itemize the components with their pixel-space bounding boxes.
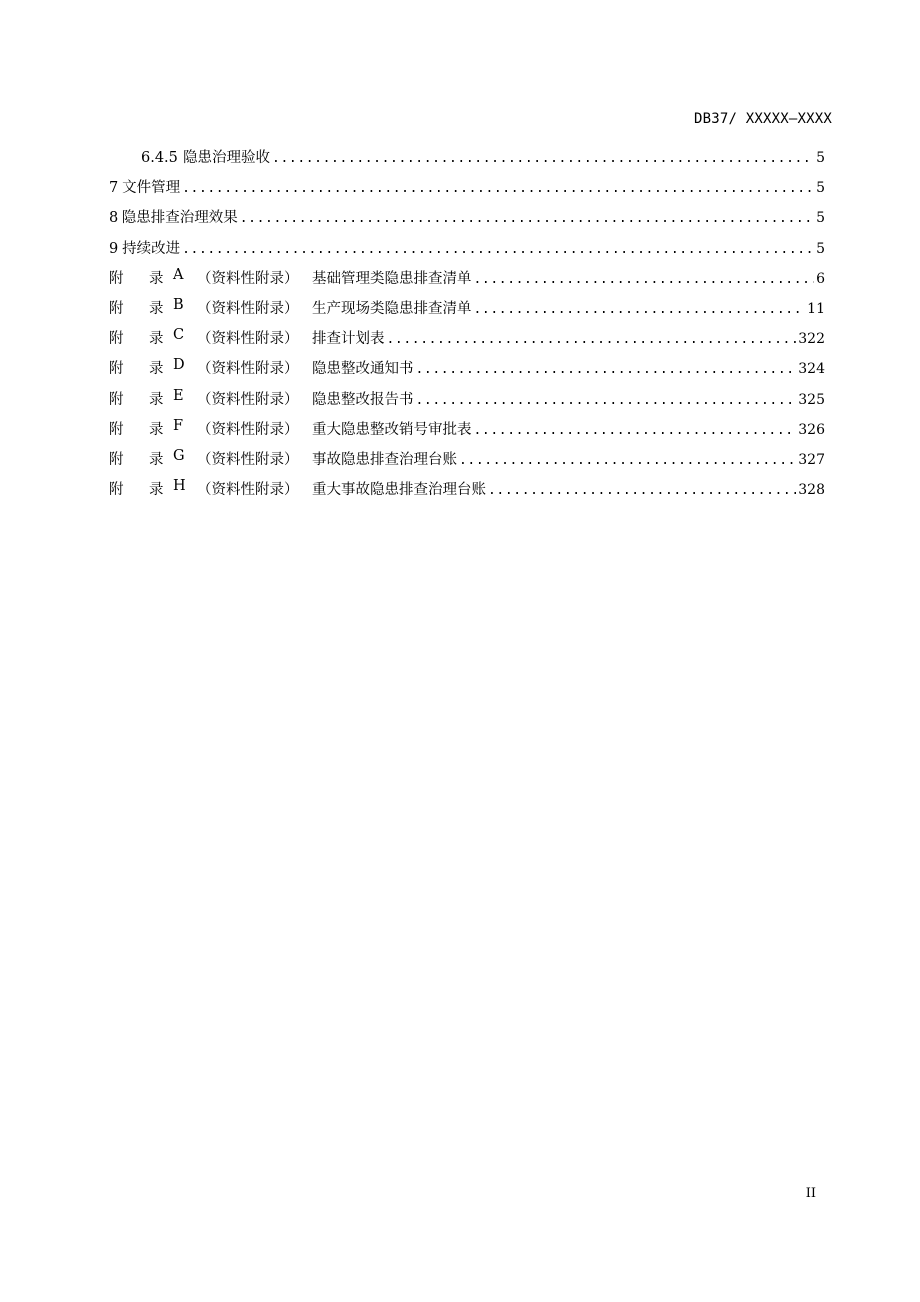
appendix-letter: G [173, 447, 185, 464]
appendix-letter: D [173, 357, 185, 374]
document-code-header: DB37/ XXXXX—XXXX [693, 111, 832, 127]
toc-appendix-a[interactable] [109, 267, 825, 297]
toc-leader-dots [387, 332, 797, 347]
appendix-label-char-2: 录 [149, 482, 164, 499]
appendix-kind: （资料性附录） [197, 270, 299, 287]
toc-page-number: 5 [816, 210, 825, 227]
toc-entry-9[interactable] [109, 237, 825, 267]
toc-leader-dots [416, 393, 797, 408]
toc-entry-title: 事故隐患排查治理台账 [312, 451, 457, 468]
appendix-label-char-2: 录 [149, 300, 164, 317]
toc-appendix-h[interactable] [109, 478, 825, 508]
toc-leader-dots [240, 211, 814, 226]
toc-page-number: 322 [798, 331, 825, 348]
appendix-letter: F [173, 417, 184, 434]
toc-page-number: 326 [798, 421, 825, 438]
toc-page-number: 324 [798, 361, 825, 378]
appendix-label-char-2: 录 [149, 361, 164, 378]
toc-appendix-d[interactable] [109, 357, 825, 387]
toc-page-number: 325 [798, 391, 825, 408]
toc-entry-title: 基础管理类隐患排查清单 [312, 270, 472, 287]
appendix-label-char-2: 录 [149, 421, 164, 438]
toc-entry-title: 隐患整改通知书 [312, 361, 414, 378]
appendix-letter: B [173, 296, 184, 313]
toc-leader-dots [488, 483, 796, 498]
toc-entry-title: 持续改进 [122, 240, 181, 257]
toc-page-number: 11 [807, 300, 825, 317]
toc-section-number: 6.4.5 [141, 150, 178, 166]
toc-entry-title: 隐患治理验收 [183, 150, 271, 166]
toc-entry-title: 重大隐患整改销号审批表 [312, 421, 472, 438]
appendix-label-char-2: 录 [149, 270, 164, 287]
toc-leader-dots [416, 362, 797, 377]
toc-section-number: 9 [109, 240, 119, 257]
appendix-kind: （资料性附录） [197, 331, 299, 348]
toc-appendix-b[interactable] [109, 297, 825, 327]
toc-entry-title: 隐患排查治理效果 [121, 210, 238, 227]
table-of-contents [109, 146, 825, 508]
appendix-label-char-1: 附 [109, 451, 124, 468]
toc-entry-8[interactable] [109, 206, 825, 236]
appendix-letter: E [173, 387, 184, 404]
appendix-label-char-2: 录 [149, 451, 164, 468]
toc-leader-dots [474, 423, 797, 438]
toc-appendix-f[interactable] [109, 418, 825, 448]
appendix-kind: （资料性附录） [197, 451, 299, 468]
toc-entry-7[interactable] [109, 176, 825, 206]
toc-leader-dots [182, 242, 814, 257]
appendix-label-char-1: 附 [109, 331, 124, 348]
toc-leader-dots [459, 453, 796, 468]
toc-entry-title: 文件管理 [122, 180, 181, 197]
appendix-letter: A [173, 266, 184, 283]
appendix-kind: （资料性附录） [197, 482, 299, 499]
appendix-label-char-1: 附 [109, 421, 124, 438]
toc-page-number: 5 [816, 180, 825, 197]
appendix-label-char-1: 附 [109, 391, 124, 408]
toc-entry-title: 隐患整改报告书 [312, 391, 414, 408]
page-number-footer: II [805, 1186, 816, 1201]
toc-page-number: 5 [816, 240, 825, 257]
toc-page-number: 5 [816, 150, 825, 166]
appendix-letter: C [173, 327, 185, 344]
toc-leader-dots [272, 151, 814, 166]
toc-entry-6-4-5[interactable] [109, 146, 825, 176]
toc-appendix-e[interactable] [109, 388, 825, 418]
toc-page-number: 328 [798, 482, 825, 499]
appendix-kind: （资料性附录） [197, 300, 299, 317]
appendix-kind: （资料性附录） [197, 361, 299, 378]
appendix-kind: （资料性附录） [197, 421, 299, 438]
toc-leader-dots [474, 272, 815, 287]
toc-page-number: 327 [798, 451, 825, 468]
appendix-label-char-1: 附 [109, 482, 124, 499]
toc-entry-title: 排查计划表 [312, 331, 385, 348]
appendix-label-char-1: 附 [109, 270, 124, 287]
toc-entry-title: 生产现场类隐患排查清单 [312, 300, 472, 317]
appendix-kind: （资料性附录） [197, 391, 299, 408]
toc-page-number: 6 [816, 270, 825, 287]
toc-section-number: 7 [109, 180, 119, 197]
toc-leader-dots [474, 302, 806, 317]
appendix-label-char-2: 录 [149, 391, 164, 408]
toc-leader-dots [182, 181, 814, 196]
toc-appendix-g[interactable] [109, 448, 825, 478]
toc-appendix-c[interactable] [109, 327, 825, 357]
toc-entry-title: 重大事故隐患排查治理台账 [312, 482, 486, 499]
appendix-label-char-1: 附 [109, 361, 124, 378]
appendix-label-char-2: 录 [149, 331, 164, 348]
appendix-letter: H [173, 478, 186, 495]
appendix-label-char-1: 附 [109, 300, 124, 317]
toc-section-number: 8 [109, 210, 119, 227]
